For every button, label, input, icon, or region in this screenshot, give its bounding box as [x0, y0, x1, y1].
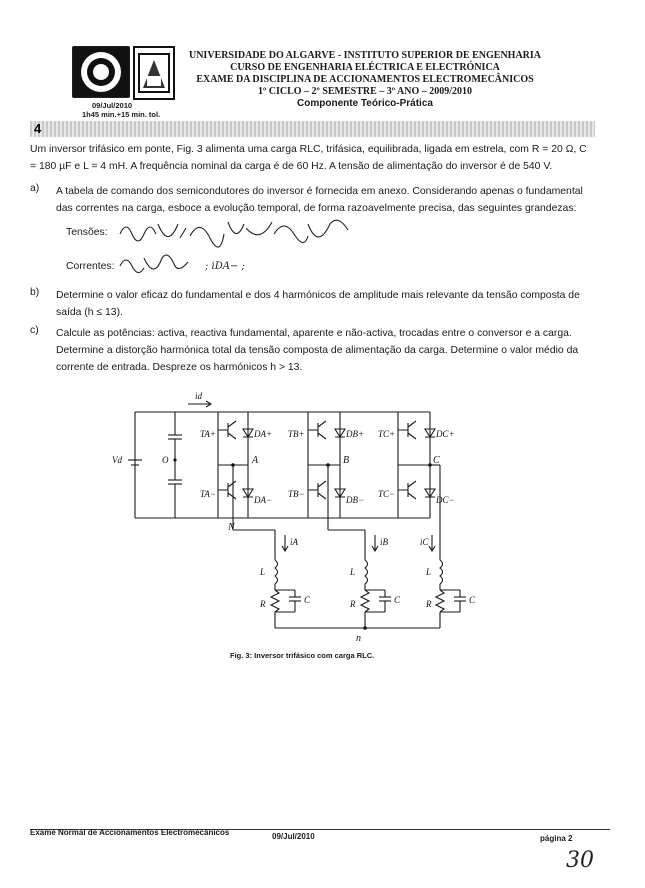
item-c-line3: corrente de entrada. Despreze os harmónicos h > 13. [56, 362, 303, 373]
label-tb-plus: TB+ [288, 429, 305, 439]
label-vd: Vd [112, 455, 122, 465]
label-id: id [195, 391, 203, 401]
correntes-visible-text: ; iDA− ; [205, 261, 245, 272]
header-cycle: 1º CICLO – 2º SEMESTRE – 3º ANO – 2009/2010 [257, 86, 473, 97]
tensoes-label: Tensões: [66, 227, 108, 238]
inverter-circuit-diagram [100, 385, 520, 650]
header-university: UNIVERSIDADE DO ALGARVE - INSTITUTO SUPERIOR DE ENGENHARIA [188, 50, 542, 61]
exam-date: 09/Jul/2010 [92, 101, 133, 110]
label-r-a: R [260, 599, 266, 609]
label-tb-minus: TB− [288, 489, 305, 499]
label-b: B [343, 455, 350, 466]
question-intro-line1: Um inversor trifásico em ponte, Fig. 3 alimenta uma carga RLC, trifásica, equilibrada, ligada em estrela, com R = 20 Ω, C [30, 144, 587, 155]
question-number: 4 [34, 121, 42, 136]
label-c-a: C [304, 595, 311, 605]
label-db-minus: DB− [346, 495, 365, 505]
item-a-line2: das correntes na carga, esboce a evolução temporal, de forma razoavelmente precisa, das seguintes grandezas: [56, 203, 577, 214]
exam-duration: 1h45 min.+15 min. tol. [82, 110, 161, 119]
item-b-line2: saída (h ≤ 13). [56, 307, 123, 318]
footer-right: página 2 [540, 834, 573, 843]
institute-logo [133, 46, 175, 100]
institute-emblem-icon [135, 48, 173, 98]
label-da-plus: DA+ [254, 429, 273, 439]
label-tc-plus: TC+ [378, 429, 396, 439]
footer-center: 09/Jul/2010 [272, 832, 315, 841]
label-dc-plus: DC+ [436, 429, 455, 439]
label-l-a: L [260, 567, 266, 577]
item-c-label: c) [30, 325, 39, 336]
item-c-line2: Determine a distorção harmónica total da tensão composta de alimentação da carga. Determine o valor médio da [56, 345, 579, 356]
label-ib: iB [380, 537, 388, 547]
header-exam: EXAME DA DISCIPLINA DE ACCIONAMENTOS ELECTROMECÂNICOS [196, 74, 534, 85]
label-ic: iC [420, 537, 429, 547]
label-tc-minus: TC− [378, 489, 396, 499]
correntes-label: Correntes: [66, 261, 115, 272]
tensoes-handwriting [118, 214, 358, 254]
label-ia: iA [290, 537, 298, 547]
label-n-upper: N [228, 522, 235, 533]
item-c-line1: Calcule as potências: activa, reactiva fundamental, aparente e não-activa, trocadas entre o conversor e a carga. [56, 328, 572, 339]
label-n-lower: n [356, 633, 361, 644]
label-a: A [252, 455, 259, 466]
header-course: CURSO DE ENGENHARIA ELÉCTRICA E ELECTRÓNICA [230, 62, 500, 73]
question-bar [30, 121, 595, 137]
label-r-c: R [426, 599, 432, 609]
label-l-c: L [426, 567, 432, 577]
item-b-line1: Determine o valor eficaz do fundamental e dos 4 harmónicos de amplitude mais relevante da tensão composta de [56, 290, 580, 301]
correntes-handwriting [118, 250, 193, 280]
footer-left: Exame Normal de Accionamentos Electromecânicos [30, 828, 230, 837]
item-b-label: b) [30, 287, 40, 298]
label-ta-minus: TA− [200, 489, 216, 499]
university-logo [72, 46, 130, 98]
question-intro-line2: = 180 µF e L = 4 mH. A frequência nominal da carga é de 60 Hz. A tensão de alimentação do inversor é de 540 V. [30, 161, 553, 172]
label-ta-plus: TA+ [200, 429, 216, 439]
logo-circle-icon [73, 47, 129, 97]
item-a-line1: A tabela de comando dos semicondutores do inversor é fornecida em anexo. Considerando apenas o fundamental [56, 186, 583, 197]
item-a-label: a) [30, 183, 40, 194]
label-o: O [162, 455, 169, 465]
label-dc-minus: DC− [436, 495, 455, 505]
label-c-c: C [469, 595, 476, 605]
label-l-b: L [350, 567, 356, 577]
label-c-node: C [433, 455, 440, 466]
label-da-minus: DA− [254, 495, 273, 505]
footer-handwritten-number: 30 [566, 848, 594, 873]
label-c-b: C [394, 595, 401, 605]
figure-caption: Fig. 3: Inversor trifásico com carga RLC. [230, 651, 375, 660]
header-component: Componente Teórico-Prática [297, 98, 433, 109]
label-db-plus: DB+ [346, 429, 365, 439]
label-r-b: R [350, 599, 356, 609]
